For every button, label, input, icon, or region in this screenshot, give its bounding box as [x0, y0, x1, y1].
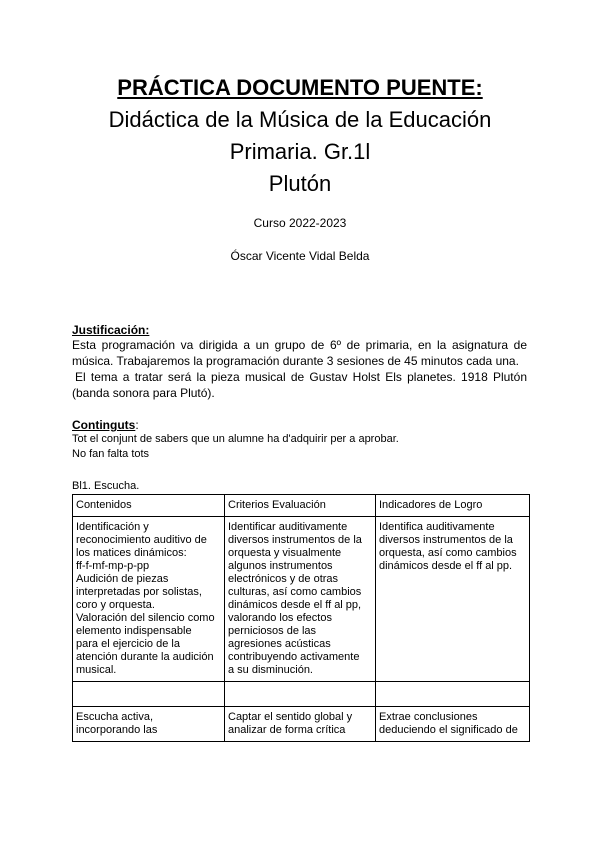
table-header-cell: Contenidos — [73, 495, 225, 517]
cell-line: Captar el sentido global y — [228, 711, 353, 723]
cell-line: Identificar auditivamente — [228, 521, 348, 533]
table-row — [73, 707, 530, 742]
cell-line: valorando los efectos — [228, 612, 332, 624]
continguts-text: Tot el conjunt de sabers que un alumne ha d'adquirir per a aprobar. — [72, 433, 399, 445]
cell-line: diversos instrumentos de la — [228, 534, 362, 546]
table-cell — [376, 682, 530, 707]
continguts-heading: Continguts — [72, 418, 136, 432]
cell-line: Audición de piezas — [76, 573, 169, 585]
table-row-empty — [73, 682, 530, 707]
continguts-text: No fan falta tots — [72, 448, 150, 460]
table-row — [73, 517, 530, 682]
cell-line: coro y orquesta. — [76, 599, 155, 611]
block-label: Bl1. Escucha. — [72, 480, 140, 492]
table-cell-criterios — [225, 707, 376, 742]
course-year: Curso 2022-2023 — [253, 216, 347, 230]
continguts-section — [72, 418, 527, 462]
justificacion-paragraph: El tema a tratar será la pieza musical de Gustav Holst Els planetes. 1918 Plutón (banda sonora para Plutó). — [72, 370, 527, 400]
cell-line: incorporando las — [76, 724, 158, 736]
table-cell — [225, 682, 376, 707]
cell-line: dinámicos desde el ff al pp, — [228, 599, 362, 611]
evaluation-table — [72, 494, 530, 742]
cell-line: orquesta, así como cambios — [379, 547, 517, 559]
cell-line: contribuyendo activamente — [228, 651, 360, 663]
cell-line: analizar de forma crítica — [228, 724, 346, 736]
cell-line: los matices dinámicos: — [76, 547, 187, 559]
table-header-cell: Criterios Evaluación — [225, 495, 376, 517]
cell-line: diversos instrumentos de la — [379, 534, 513, 546]
cell-line: Extrae conclusiones — [379, 711, 478, 723]
table-header-row — [73, 495, 530, 517]
justificacion-section — [72, 323, 527, 401]
justificacion-heading: Justificación: — [72, 323, 150, 337]
subtitle-line: Didáctica de la Música de la Educación — [108, 107, 492, 132]
table-cell-contenidos — [73, 707, 225, 742]
continguts-heading-row — [72, 418, 527, 432]
table-cell-criterios — [225, 517, 376, 682]
cell-line: Identifica auditivamente — [379, 521, 495, 533]
author-name: Óscar Vicente Vidal Belda — [230, 249, 370, 263]
subtitle-line: Primaria. Gr.1l — [229, 139, 371, 164]
cell-line: interpretadas por solistas, — [76, 586, 202, 598]
cell-line: elemento indispensable — [76, 625, 192, 637]
cell-line: orquesta y visualmente — [228, 547, 342, 559]
subtitle-line: Plutón — [268, 171, 332, 196]
table-header-cell: Indicadores de Logro — [376, 495, 530, 517]
document-subtitle — [0, 104, 600, 200]
table-cell — [73, 682, 225, 707]
cell-line: electrónicos y de otras — [228, 573, 339, 585]
document-title: PRÁCTICA DOCUMENTO PUENTE: — [117, 75, 483, 100]
cell-line: ff-f-mf-mp-p-pp — [76, 560, 150, 572]
table-cell-indicadores — [376, 517, 530, 682]
cell-line: perniciosos de las — [228, 625, 317, 637]
table-cell-indicadores — [376, 707, 530, 742]
cell-line: Escucha activa, — [76, 711, 154, 723]
cell-line: a su disminución. — [228, 664, 313, 676]
cell-line: algunos instrumentos — [228, 560, 333, 572]
cell-line: deduciendo el significado de — [379, 724, 518, 736]
cell-line: para el ejercicio de la — [76, 638, 180, 650]
table-cell-contenidos — [73, 517, 225, 682]
cell-line: dinámicos desde el ff al pp. — [379, 560, 513, 572]
cell-line: Identificación y — [76, 521, 149, 533]
cell-line: agresiones acústicas — [228, 638, 331, 650]
continguts-heading-colon: : — [135, 418, 139, 432]
cell-line: reconocimiento auditivo de — [76, 534, 207, 546]
cell-line: musical. — [76, 664, 117, 676]
cell-line: culturas, así como cambios — [228, 586, 362, 598]
cell-line: Valoración del silencio como — [76, 612, 215, 624]
cell-line: atención durante la audición — [76, 651, 214, 663]
justificacion-paragraph: Esta programación va dirigida a un grupo de 6º de primaria, en la asignatura de música. Trabajaremos la programación durante 3 sesiones de 45 minutos cada una. — [72, 338, 527, 368]
